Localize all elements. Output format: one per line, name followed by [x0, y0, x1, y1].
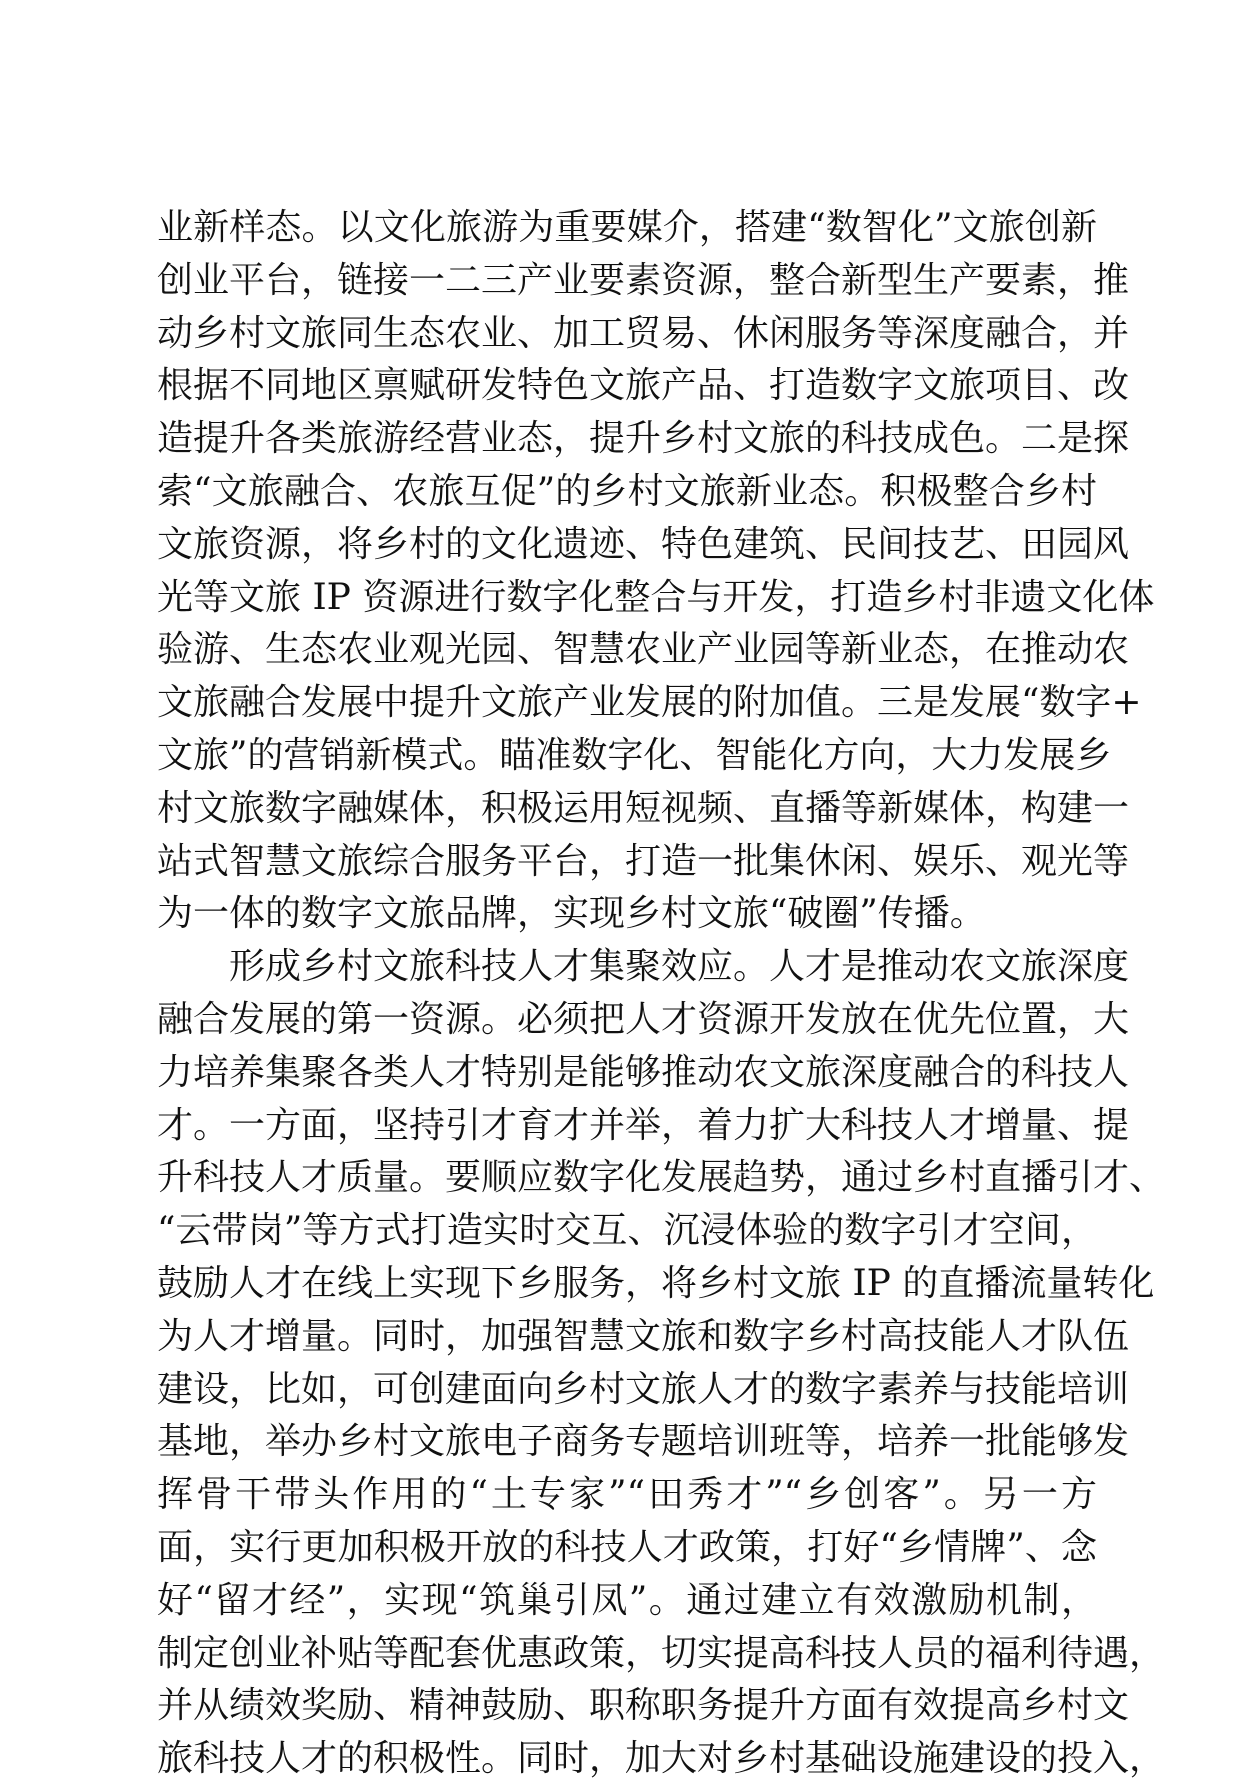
text-line: 动乡村文旅同生态农业、加工贸易、休闲服务等深度融合，并 [157, 312, 1130, 354]
text-line: 挥骨干带头作用的“土专家”“田秀才”“乡创客”。另一方 [157, 1474, 1097, 1516]
text-line: 面，实行更加积极开放的科技人才政策，打好“乡情牌”、念 [157, 1526, 1097, 1568]
text-line: 为人才增量。同时，加强智慧文旅和数字乡村高技能人才队伍 [157, 1315, 1130, 1357]
text-line: 造提升各类旅游经营业态，提升乡村文旅的科技成色。二是探 [157, 418, 1130, 460]
text-line: 索“文旅融合、农旅互促”的乡村文旅新业态。积极整合乡村 [157, 470, 1097, 512]
text-line: 鼓励人才在线上实现下乡服务，将乡村文旅 IP 的直播流量转化 [157, 1262, 1155, 1304]
text-line: 文旅”的营销新模式。瞄准数字化、智能化方向，大力发展乡 [157, 734, 1112, 776]
text-line: 村文旅数字融媒体，积极运用短视频、直播等新媒体，构建一 [157, 787, 1130, 829]
text-line: 升科技人才质量。要顺应数字化发展趋势，通过乡村直播引才、 [157, 1157, 1166, 1199]
text-line: 融合发展的第一资源。必须把人才资源开发放在优先位置，大 [157, 998, 1130, 1040]
text-line: 业新样态。以文化旅游为重要媒介，搭建“数智化”文旅创新 [157, 207, 1097, 248]
text-line: 基地，举办乡村文旅电子商务专题培训班等，培养一批能够发 [157, 1421, 1130, 1463]
text-line: 光等文旅 IP 资源进行数字化整合与开发，打造乡村非遗文化体 [157, 576, 1155, 618]
text-line: 根据不同地区禀赋研发特色文旅产品、打造数字文旅项目、改 [157, 365, 1130, 407]
text-line: 验游、生态农业观光园、智慧农业产业园等新业态，在推动农 [157, 629, 1130, 671]
text-line: 并从绩效奖励、精神鼓励、职称职务提升方面有效提高乡村文 [157, 1685, 1130, 1727]
text-line: 站式智慧文旅综合服务平台，打造一批集休闲、娱乐、观光等 [157, 840, 1130, 882]
text-line: 旅科技人才的积极性。同时，加大对乡村基础设施建设的投入， [157, 1738, 1166, 1780]
text-line: 建设，比如，可创建面向乡村文旅人才的数字素养与技能培训 [157, 1368, 1130, 1410]
paragraph-end-line: 为一体的数字文旅品牌，实现乡村文旅“破圈”传播。 [157, 893, 986, 935]
body-text [157, 202, 1166, 1786]
text-line: 好“留才经”，实现“筑巢引凤”。通过建立有效激励机制， [157, 1579, 1097, 1621]
text-line: 文旅资源，将乡村的文化遗迹、特色建筑、民间技艺、田园风 [157, 523, 1130, 565]
text-line: 力培养集聚各类人才特别是能够推动农文旅深度融合的科技人 [157, 1051, 1130, 1093]
paragraph-first-line: 形成乡村文旅科技人才集聚效应。人才是推动农文旅深度 [157, 946, 1130, 988]
text-line: 文旅融合发展中提升文旅产业发展的附加值。三是发展“数字+ [157, 682, 1142, 724]
text-line: 制定创业补贴等配套优惠政策，切实提高科技人员的福利待遇， [157, 1632, 1166, 1674]
text-line: “云带岗”等方式打造实时交互、沉浸体验的数字引才空间， [157, 1210, 1097, 1252]
text-line: 才。一方面，坚持引才育才并举，着力扩大科技人才增量、提 [157, 1104, 1130, 1146]
text-line: 创业平台，链接一二三产业要素资源，整合新型生产要素，推 [157, 259, 1130, 301]
